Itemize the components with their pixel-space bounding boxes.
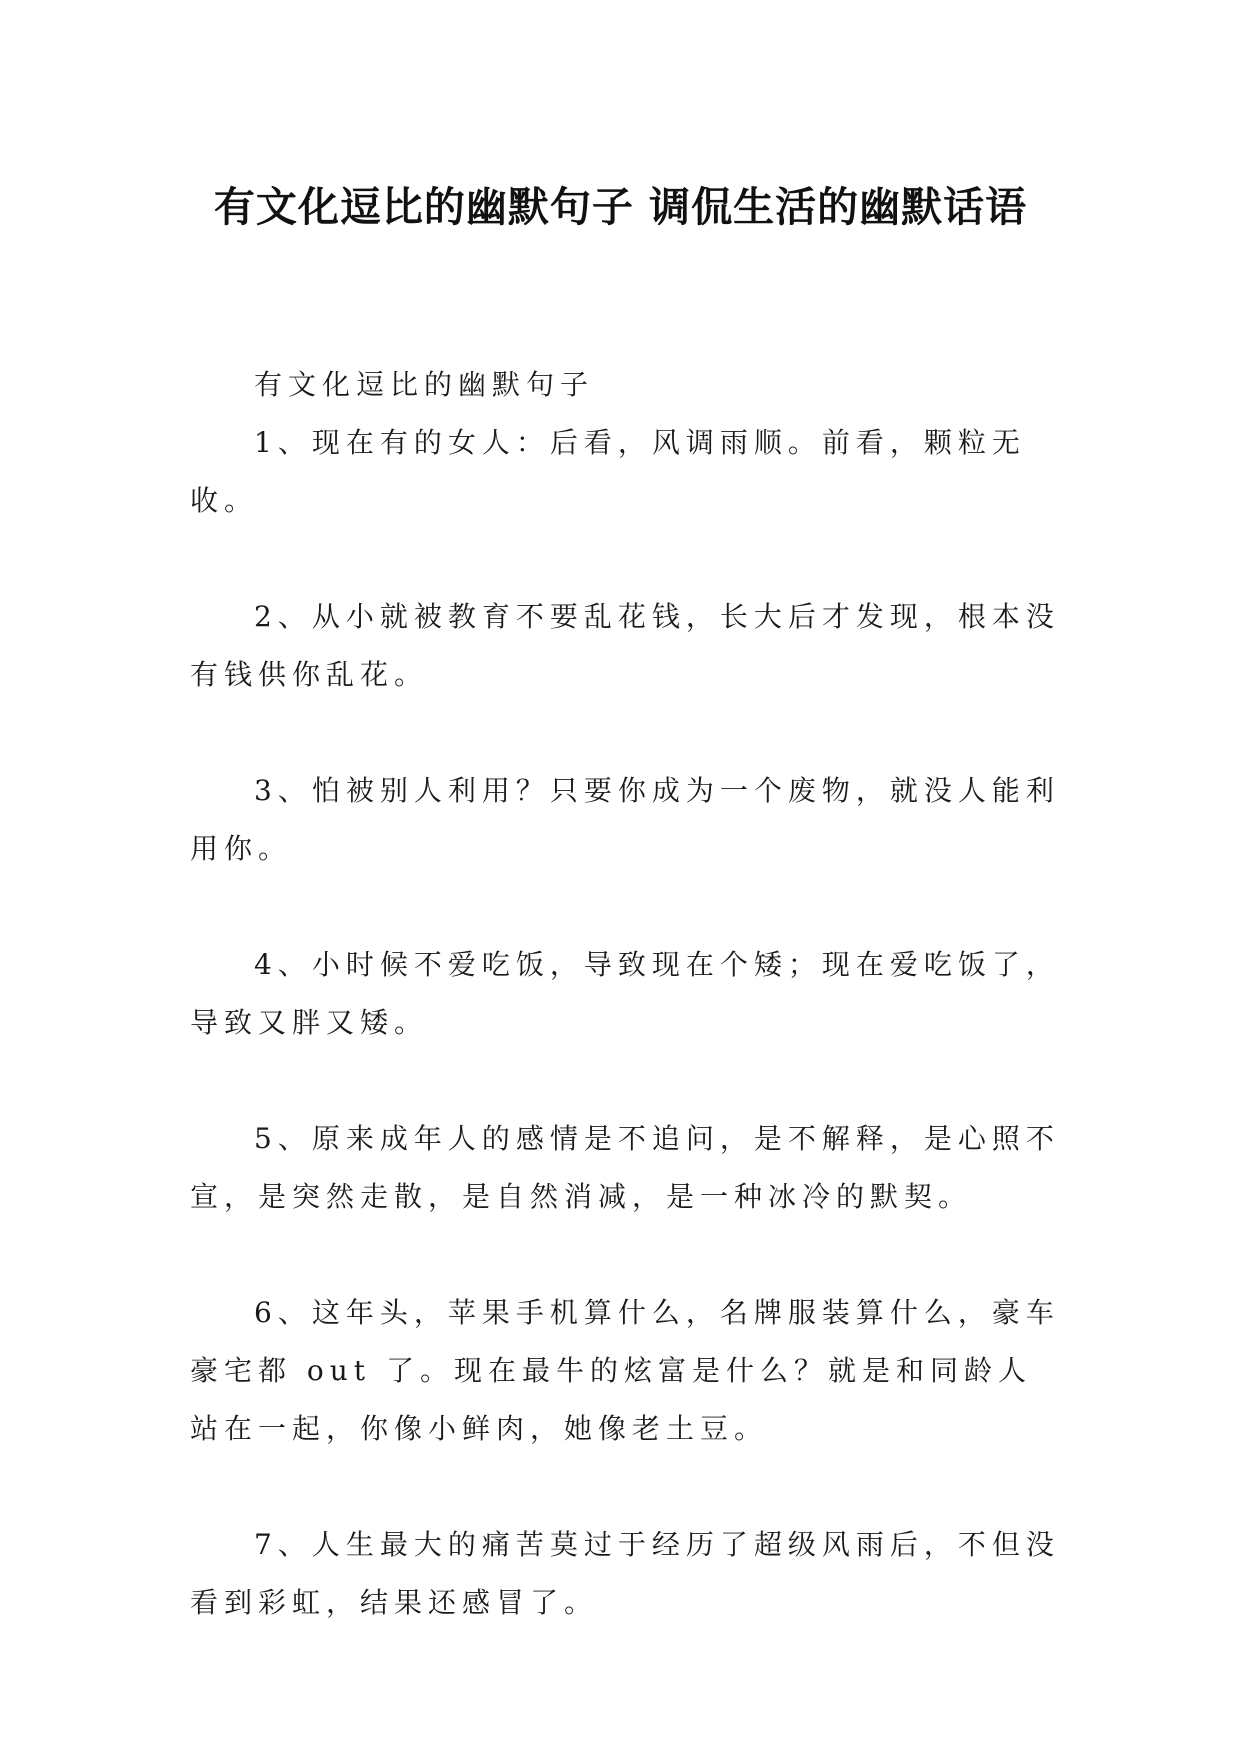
list-item: 1、现在有的女人：后看，风调雨顺。前看，颗粒无收。 (190, 426, 1026, 517)
list-item: 7、人生最大的痛苦莫过于经历了超级风雨后，不但没看到彩虹，结果还感冒了。 (190, 1528, 1060, 1619)
list-item: 5、原来成年人的感情是不追问，是不解释，是心照不宣，是突然走散，是自然消减，是一种冰冷的默契。 (190, 1122, 1060, 1213)
list-item: 3、怕被别人利用？只要你成为一个废物，就没人能利用你。 (190, 774, 1060, 865)
list-item: 6、这年头，苹果手机算什么，名牌服装算什么，豪车豪宅都 out 了。现在最牛的炫富是什么？就是和同龄人站在一起，你像小鲜肉，她像老土豆。 (190, 1296, 1060, 1445)
list-item: 4、小时候不爱吃饭，导致现在个矮；现在爱吃饭了，导致又胖又矮。 (190, 948, 1060, 1039)
document-title: 有文化逗比的幽默句子 调侃生活的幽默话语 (213, 183, 1028, 232)
list-item: 2、从小就被教育不要乱花钱，长大后才发现，根本没有钱供你乱花。 (190, 600, 1060, 691)
document-body (190, 356, 1060, 1690)
section-subtitle: 有文化逗比的幽默句子 (254, 368, 595, 401)
